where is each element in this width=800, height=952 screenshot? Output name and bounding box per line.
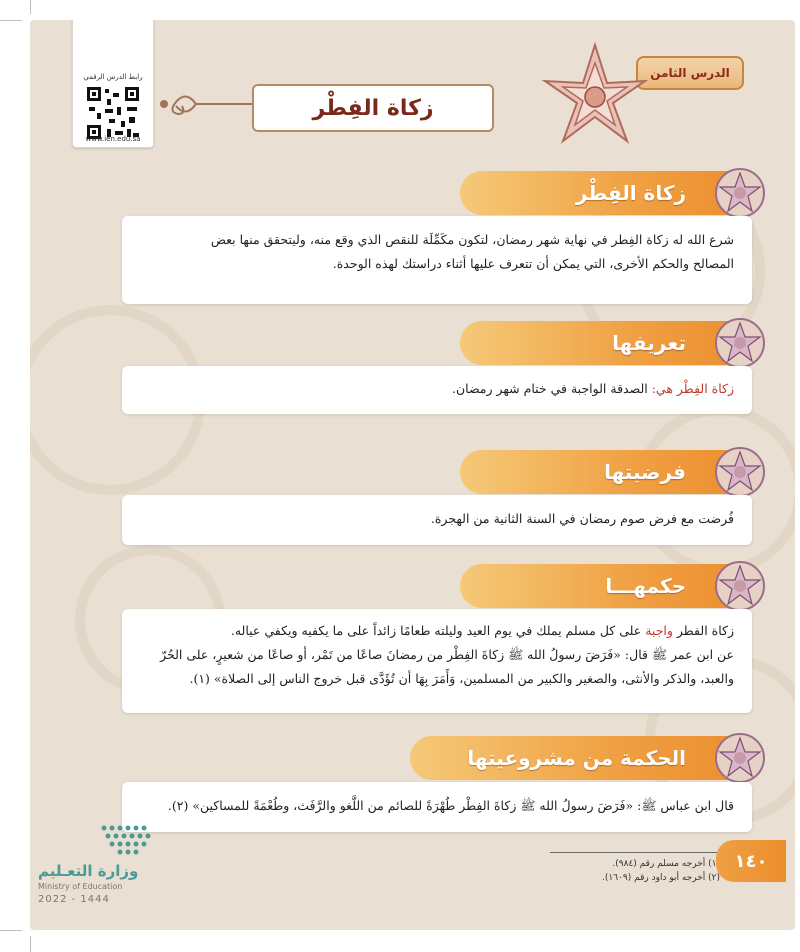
ruling-text: على كل مسلم يملك في يوم العيد وليلته طعامًا زائداً على ما يكفيه ويكفي عياله.: [230, 623, 646, 638]
section-heading: [410, 736, 750, 780]
section-heading-text: الحكمة من مشروعيتها: [467, 746, 686, 770]
ministry-name-en: Ministry of Education: [38, 882, 123, 891]
medallion-icon: [714, 317, 766, 369]
trim-mark: [0, 20, 22, 21]
page-number: [716, 840, 786, 882]
section-heading-text: فرضيتها: [604, 460, 686, 484]
definition-text: الصدقة الواجبة في ختام شهر رمضان.: [451, 381, 652, 396]
section-heading-text: حكمهـــا: [605, 574, 686, 598]
lesson-title: [252, 84, 494, 132]
edition-year: 2022 - 1444: [38, 894, 110, 905]
footnotes: [550, 852, 720, 885]
ruling-text: زكاة الفطر: [672, 623, 734, 638]
qr-code-icon[interactable]: [85, 85, 141, 141]
section-heading: [460, 171, 750, 215]
section-heading: [460, 450, 750, 494]
medallion-icon: [714, 446, 766, 498]
body-line: والعبد، والذكر والأنثى، والصغير والكبير من المسلمين، وَأَمَرَ بِهَا أن تُؤَدَّى قبل خروج الناس إلى الصلاة» (١).: [189, 671, 734, 686]
footnote: ١) أخرجه مسلم رقم (٩٨٤).: [612, 859, 717, 869]
lesson-title-text: زكاة الفِطْر: [312, 95, 434, 121]
body-line: قال ابن عباس ﷺ: «فَرَضَ رسولُ الله ﷺ زكاةَ الفِطْر طُهْرَةً للصائم من اللَّغو والرَّفَث، وطُعْمَةً للمساكين» (٢).: [167, 798, 734, 813]
qr-link-box[interactable]: [72, 20, 154, 148]
section-body: [122, 609, 752, 713]
lesson-tag-label: الدرس الثامن: [650, 66, 730, 80]
trim-mark: [30, 0, 31, 14]
body-line: شرع الله له زكاة الفِطر في نهاية شهر رمضان، لتكون مكَمِّلَة للنقص الذي وقع منه، وليتحقق منها بعض: [210, 232, 734, 247]
lesson-tag: [636, 56, 744, 90]
qr-label: رابط الدرس الرقمي: [83, 73, 143, 81]
body-line: [140, 619, 734, 643]
body-line: عن ابن عمر ﷺ قال: «فَرَضَ رسولُ الله ﷺ زكاةَ الفِطْر من رمضانَ صاعًا من تَمْر، أو صاعًا من شعيرٍ، على الحُرّ: [160, 647, 734, 662]
page-number-text: ١٤٠: [734, 850, 768, 872]
medallion-icon: [714, 560, 766, 612]
body-line: المصالح والحكم الأخرى، التي يمكن أن تتعرف عليها أثناء دراستك لهذه الوحدة.: [332, 256, 734, 271]
section-body: [122, 782, 752, 832]
definition-term: زكاة الفِطْر هي:: [651, 381, 734, 396]
body-line: فُرضت مع فرض صوم رمضان في السنة الثانية من الهجرة.: [430, 511, 734, 526]
section-heading-text: تعريفها: [612, 331, 686, 355]
textbook-page: [30, 20, 795, 930]
section-heading-text: زكاة الفِطْر: [575, 181, 686, 205]
trim-mark: [0, 930, 22, 931]
qr-url: www.ien.edu.sa: [85, 135, 141, 143]
footnote: (٢) أخرجه أبو داود رقم (١٦٠٩).: [602, 873, 720, 883]
section-heading: [460, 564, 750, 608]
ruling-highlight: واجبة: [645, 623, 673, 638]
trim-mark: [30, 936, 31, 952]
star-ornament-icon: [540, 42, 650, 152]
ministry-dots-icon: [98, 822, 158, 858]
ministry-name: وزارة التعـليم: [38, 862, 139, 880]
section-body: [122, 495, 752, 545]
section-heading: [460, 321, 750, 365]
section-body: [122, 366, 752, 414]
medallion-icon: [714, 732, 766, 784]
ministry-logo: [30, 816, 178, 906]
medallion-icon: [714, 167, 766, 219]
section-body: [122, 216, 752, 304]
scroll-ornament-icon: [156, 88, 254, 120]
